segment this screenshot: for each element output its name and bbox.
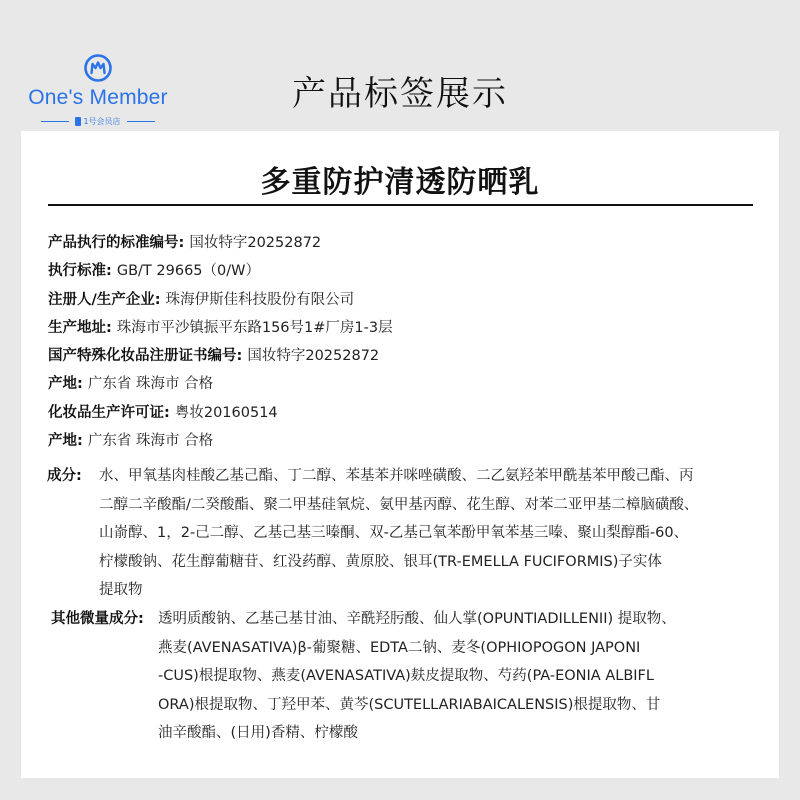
info-value: 珠海伊斯佳科技股份有限公司 [165, 291, 355, 308]
ingredients-line: 柠檬酸钠、花生醇葡糖苷、红没药醇、黄原胶、银耳(TR-EMELLA FUCIFORMIS)子实体 [99, 553, 662, 570]
trace-ingredients-line: 油辛酸酯、(日用)香精、柠檬酸 [158, 725, 358, 742]
info-label: 国产特殊化妆品注册证书编号: [48, 348, 248, 365]
brand-name: One's Member [28, 86, 168, 109]
label-card [21, 131, 779, 778]
info-row-standard-number [48, 229, 758, 257]
page-title: 产品标签展示 [292, 74, 508, 114]
ingredients-line: 山嵛醇、1，2-己二醇、乙基己基三嗪酮、双-乙基己氧苯酚甲氧苯基三嗪、聚山梨醇酯-60、 [99, 525, 689, 542]
brand-subtitle-text: 1号会员店 [83, 117, 121, 126]
info-label: 产品执行的标准编号: [48, 235, 190, 251]
trace-ingredients-label: 其他微量成分: [51, 611, 144, 627]
info-value: 珠海市平沙镇振平东路156号1#厂房1-3层 [116, 319, 393, 336]
divider [127, 121, 155, 122]
ingredients-label: 成分: [47, 468, 82, 484]
info-label: 化妆品生产许可证: [48, 404, 175, 421]
info-label: 执行标准: [48, 263, 117, 280]
divider [41, 121, 69, 122]
info-value: 国妆特字20252872 [189, 235, 322, 251]
trace-ingredients-text [158, 605, 771, 748]
ingredients-text [99, 462, 767, 605]
info-row-production-license [48, 399, 758, 427]
trace-ingredients-line: 透明质酸钠、乙基己基甘油、辛酰羟肟酸、仙人掌(OPUNTIADILLENII) 提取物、 [158, 611, 676, 627]
info-label: 注册人/生产企业: [48, 291, 166, 308]
ingredients-line: 提取物 [99, 582, 143, 599]
trace-ingredients-line: -CUS)根提取物、燕麦(AVENASATIVA)麸皮提取物、芍药(PA-EONIA ALBIFL [158, 668, 654, 685]
info-label: 产地: [48, 433, 88, 450]
info-row-origin [48, 370, 758, 398]
info-value: 粤妆20160514 [174, 404, 278, 421]
info-row-standard [48, 257, 758, 285]
trace-ingredients-line: ORA)根提取物、丁羟甲苯、黄芩(SCUTELLARIABAICALENSIS)根提取物、甘 [158, 696, 661, 713]
ingredients-line: 二醇二辛酸酯/二癸酸酯、聚二甲基硅氧烷、氨甲基丙醇、花生醇、对苯二亚甲基二樟脑磺酸、 [99, 496, 699, 513]
info-value: 广东省 珠海市 合格 [87, 433, 214, 450]
product-title: 多重防护清透防晒乳 [260, 165, 540, 200]
info-label: 生产地址: [48, 319, 117, 336]
trace-ingredients-line: 燕麦(AVENASATIVA)β-葡聚糖、EDTA二钠、麦冬(OPHIOPOGON JAPONI [158, 639, 641, 656]
trace-ingredients-section [51, 605, 771, 748]
info-row-origin-2 [48, 427, 758, 455]
ingredients-line: 水、甲氧基肉桂酸乙基己酯、丁二醇、苯基苯并咪唑磺酸、二乙氨羟苯甲酰基苯甲酸己酯、丙 [99, 468, 694, 484]
info-value: GB/T 29665（0/W） [116, 263, 260, 280]
ingredients-section [47, 462, 767, 605]
brand-subtitle-row [18, 116, 178, 127]
brand-subtitle [75, 116, 120, 127]
info-value: 广东省 珠海市 合格 [87, 376, 214, 393]
info-value: 国妆特字20252872 [247, 348, 380, 365]
title-divider [48, 204, 753, 206]
info-row-registration-number [48, 342, 758, 370]
info-label: 产地: [48, 376, 88, 393]
info-list [48, 229, 758, 455]
info-row-manufacturer [48, 286, 758, 314]
info-row-address [48, 314, 758, 342]
store-badge-icon [75, 117, 81, 126]
